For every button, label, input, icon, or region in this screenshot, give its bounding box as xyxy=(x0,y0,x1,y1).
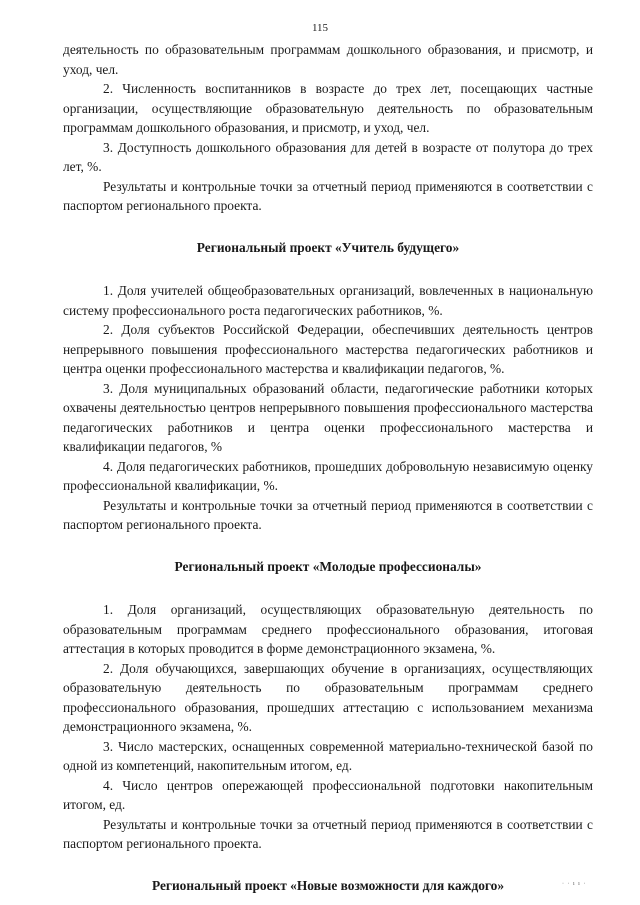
document-body xyxy=(63,40,593,895)
section-heading-teacher: Региональный проект «Учитель будущего» xyxy=(196,239,460,255)
paragraph: 3. Доля муниципальных образований области, педагогические работники которых охвачены деятельностью центров непрерывного повышения профессионального мастерства педагогических работников и центра оценки профессионального мастерства и квалификации педагогов, % xyxy=(63,380,593,454)
paragraph: Результаты и контрольные точки за отчетный период применяются в соответствии с паспортом регионального проекта. xyxy=(63,178,593,213)
page-number: 115 xyxy=(311,22,329,34)
paragraph: деятельность по образовательным программам дошкольного образования, и присмотр, и уход, чел. xyxy=(63,42,593,77)
footer-mark: · · ı ı · xyxy=(562,881,587,887)
paragraph: 3. Число мастерских, оснащенных современной материально-технической базой по одной из компетенций, накопительным итогом, ед. xyxy=(63,738,593,773)
paragraph: 4. Доля педагогических работников, прошедших добровольную независимую оценку профессиональной квалификации, %. xyxy=(63,458,593,493)
paragraph: Результаты и контрольные точки за отчетный период применяются в соответствии с паспортом регионального проекта. xyxy=(63,816,593,851)
paragraph: Результаты и контрольные точки за отчетный период применяются в соответствии с паспортом регионального проекта. xyxy=(63,497,593,532)
section-heading-young-professionals: Региональный проект «Молодые профессионалы» xyxy=(174,558,482,574)
paragraph: 1. Доля организаций, осуществляющих образовательную деятельность по образовательным программам среднего профессионального образования, итоговая аттестация в которых проводится в форме демонстрационного экзамена, %. xyxy=(63,602,593,656)
paragraph: 2. Численность воспитанников в возрасте до трех лет, посещающих частные организации, осуществляющие образовательную деятельность по образовательным программам дошкольного образования, и присмотр, и уход, чел. xyxy=(63,81,593,135)
paragraph: 3. Доступность дошкольного образования для детей в возрасте от полутора до трех лет, %. xyxy=(63,139,593,174)
section-heading-new-opportunities: Региональный проект «Новые возможности для каждого» xyxy=(151,877,505,893)
paragraph: 1. Доля учителей общеобразовательных организаций, вовлеченных в национальную систему профессионального роста педагогических работников, %. xyxy=(63,283,593,318)
paragraph: 2. Доля субъектов Российской Федерации, обеспечивших деятельность центров непрерывного повышения профессионального мастерства педагогических работников и центра оценки профессионального мастерства и квалификации педагогов, %. xyxy=(63,322,593,376)
paragraph: 2. Доля обучающихся, завершающих обучение в организациях, осуществляющих образовательную деятельность по образовательным программам среднего профессионального образования, прошедших аттестацию с использованием механизма демонстрационного экзамена, %. xyxy=(63,660,593,734)
paragraph: 4. Число центров опережающей профессиональной подготовки накопительным итогом, ед. xyxy=(63,777,593,812)
